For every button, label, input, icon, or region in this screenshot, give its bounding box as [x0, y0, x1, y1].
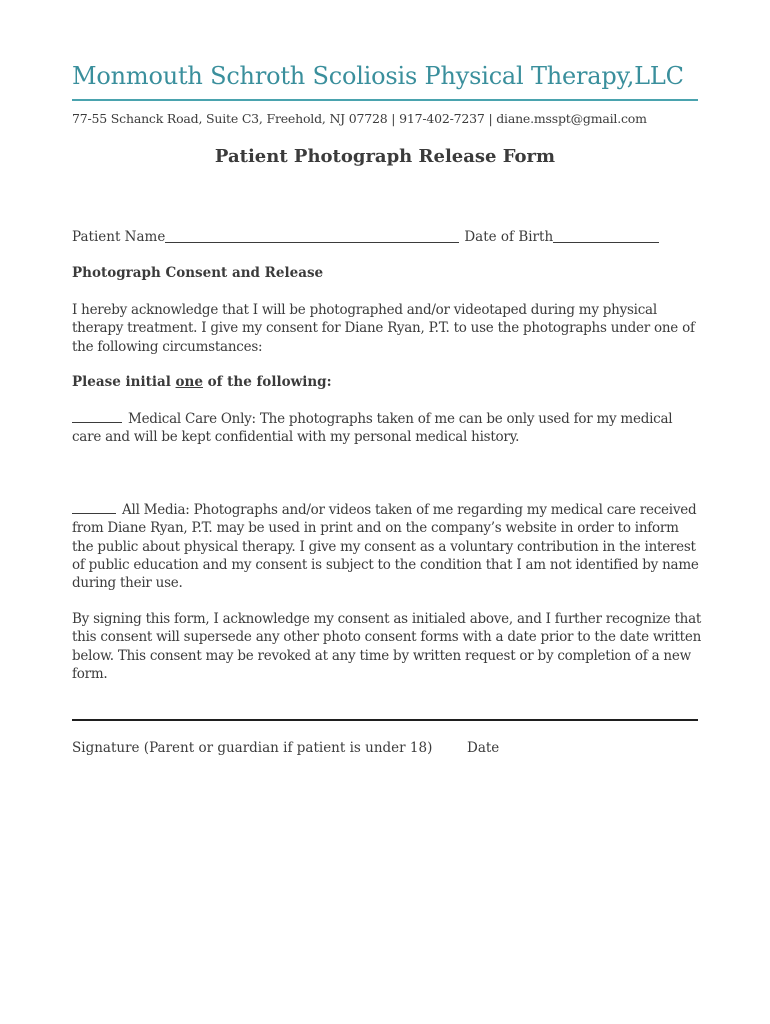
medical-initial-field[interactable]	[72, 410, 122, 423]
intro-paragraph: I hereby acknowledge that I will be photographed and/or videotaped during my physical therapy treatment. I give my consent for Diane Ryan, P.T. to use the photographs under one of the following circumstances:	[72, 302, 695, 355]
initial-emphasis: one	[175, 374, 203, 390]
initial-instruction	[72, 374, 332, 390]
patient-info-row	[72, 229, 659, 245]
option-medical-care	[72, 410, 702, 447]
dob-field[interactable]	[553, 230, 659, 243]
signature-line[interactable]	[72, 719, 698, 721]
form-title: Patient Photograph Release Form	[214, 146, 556, 167]
consent-heading: Photograph Consent and Release	[72, 265, 324, 281]
initial-suffix: of the following:	[202, 374, 332, 390]
closing-paragraph: By signing this form, I acknowledge my consent as initialed above, and I further recognize that this consent will supersede any other photo consent forms with a date prior to the date written below. This consent may be revoked at any time by written request or by completion of a new form.	[72, 611, 702, 682]
option-medical-text: Medical Care Only: The photographs taken of me can be only used for my medical care and will be kept confidential with my personal medical history.	[72, 411, 673, 446]
patient-name-field[interactable]	[165, 230, 459, 243]
media-initial-field[interactable]	[72, 501, 116, 514]
patient-name-label: Patient Name	[72, 229, 166, 245]
signature-label: Signature (Parent or guardian if patient is under 18)	[72, 740, 433, 756]
dob-label: Date of Birth	[464, 229, 554, 245]
organization-name: Monmouth Schroth Scoliosis Physical Therapy,LLC	[72, 62, 684, 90]
initial-prefix: Please initial	[72, 374, 176, 390]
option-media-text: All Media: Photographs and/or videos taken of me regarding my medical care received from Diane Ryan, P.T. may be used in print and on the company’s website in order to inform the public about physical therapy. I give my consent as a voluntary contribution in the interest of public education and my consent is subject to the condition that I am not identified by name during their use.	[72, 502, 699, 592]
header-divider	[72, 99, 698, 101]
option-all-media	[72, 501, 702, 592]
organization-contact: 77-55 Schanck Road, Suite C3, Freehold, NJ 07728 | 917-402-7237 | diane.msspt@gmail.com	[72, 111, 647, 126]
signature-date-label: Date	[467, 740, 500, 756]
